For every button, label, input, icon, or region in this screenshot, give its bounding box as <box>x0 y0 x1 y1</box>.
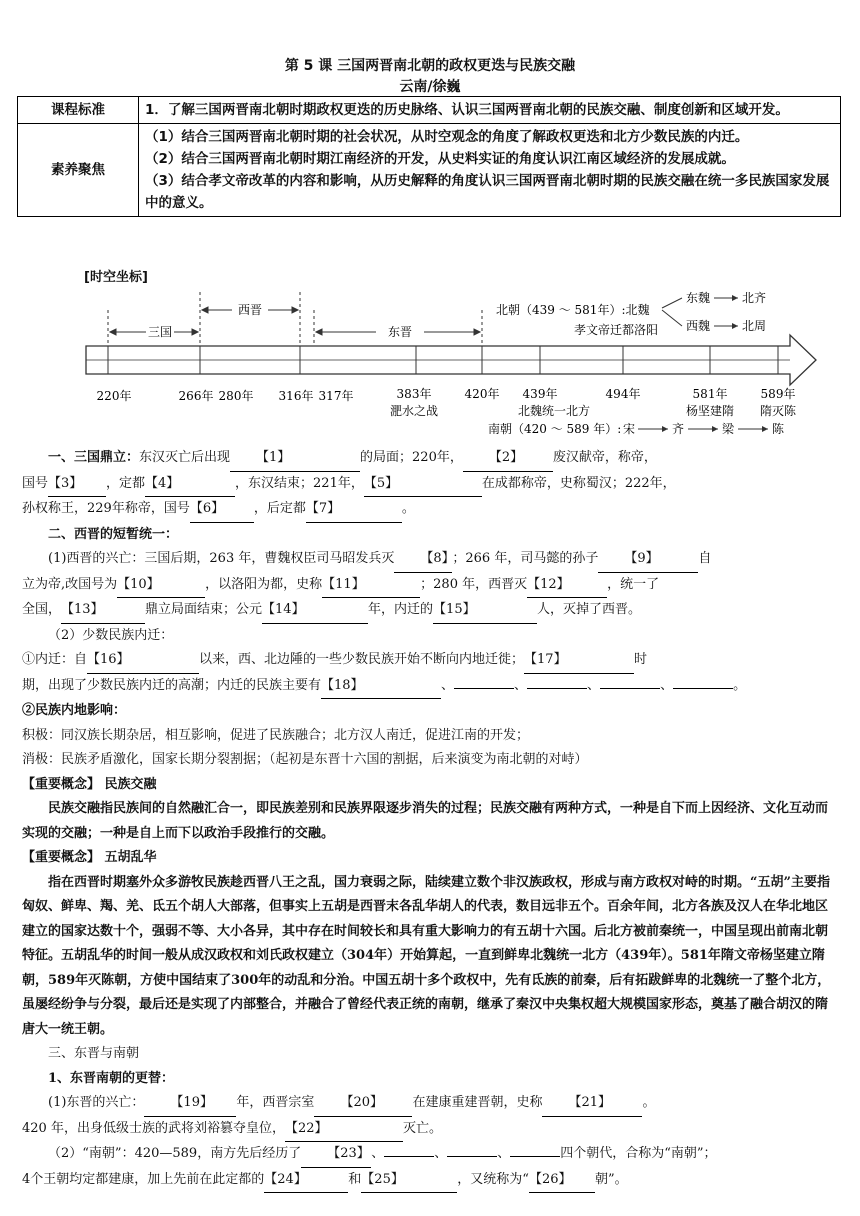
blank-number: 【20】 <box>340 1095 383 1110</box>
blank-number: 【8】 <box>420 551 455 566</box>
section-1 <box>22 446 840 472</box>
section-2-3a <box>22 724 840 749</box>
timeline-heading: [时空坐标] <box>84 270 148 285</box>
blank-number: 【15】 <box>433 602 476 617</box>
branch-line <box>662 298 682 308</box>
period-dongjin: 东晋 <box>387 325 413 339</box>
tick-label: 420年 <box>464 387 500 401</box>
section-heading: 二、西晋的短暂统一： <box>48 526 179 542</box>
tick-labels <box>97 386 796 403</box>
table-row <box>18 97 841 124</box>
fill-blank[interactable] <box>600 688 660 689</box>
fill-blank[interactable] <box>524 648 634 674</box>
fill-blank[interactable] <box>87 648 199 674</box>
text: 立为帝,改国号为 <box>22 576 118 592</box>
fill-blank[interactable] <box>527 688 587 689</box>
fill-blank[interactable] <box>527 573 607 599</box>
tick-label: 581年 <box>692 387 728 401</box>
fill-blank[interactable] <box>264 1168 348 1194</box>
text: 人，灭掉了西晋。 <box>537 602 642 617</box>
section-2-3 <box>22 699 840 724</box>
section-3-2-cont <box>22 1168 840 1194</box>
section-2-2a-cont <box>22 674 840 700</box>
section-3-2 <box>22 1142 840 1168</box>
table-row <box>18 124 841 217</box>
arrowhead <box>662 426 668 432</box>
tick-label: 439年 <box>522 387 558 401</box>
fill-blank[interactable] <box>322 573 420 599</box>
event-yangjian: 杨坚建隋 <box>685 404 735 418</box>
blank-number: 【26】 <box>528 1171 572 1187</box>
event-labels <box>390 403 797 418</box>
text: 期，出现了少数民族内迁的高潮；内迁的民族主要有 <box>22 677 322 693</box>
blank-number: 【1】 <box>256 450 291 465</box>
arrowhead <box>732 295 738 301</box>
text: 在建康重建晋朝，史称 <box>412 1095 543 1110</box>
fill-blank[interactable] <box>48 472 106 498</box>
section-2-1-cont <box>22 598 840 624</box>
text: 、 <box>587 677 601 693</box>
arrowhead <box>732 323 738 329</box>
section-2-1-cont <box>22 573 840 599</box>
branch-line <box>662 310 682 326</box>
fill-blank[interactable] <box>361 1168 457 1194</box>
text: ，后定都 <box>253 501 306 516</box>
blank-number: 【9】 <box>624 551 659 566</box>
text: 积极：同汉族长期杂居，相互影响，促进了民族融合；北方汉人南迁，促进江南的开发； <box>22 727 530 743</box>
text: 的局面；220年， <box>360 450 463 465</box>
text: 、 <box>660 677 674 693</box>
arrowhead <box>712 426 718 432</box>
text: 、 <box>441 677 455 693</box>
concept-box-1 <box>22 773 840 847</box>
text: 、 <box>434 1146 448 1161</box>
section-3-heading <box>22 1042 840 1067</box>
arrowhead <box>110 329 116 335</box>
fill-blank[interactable] <box>144 1091 236 1117</box>
text: ，统一了 <box>607 576 660 592</box>
section-heading: 三、东晋与南朝 <box>48 1046 140 1061</box>
text: ；266 年，司马懿的孙子 <box>452 551 599 566</box>
fill-blank[interactable] <box>433 598 537 624</box>
fill-blank[interactable] <box>673 688 733 689</box>
row-content: 1．了解三国两晋南北朝时期政权更迭的历史脉络、认识三国两晋南北朝的民族交融、制度创新和区域开发。 <box>139 97 841 124</box>
section-2-2a <box>22 648 840 674</box>
tick-label: 589年 <box>760 387 796 401</box>
fill-blank[interactable] <box>510 1156 560 1157</box>
text: 灭亡。 <box>402 1120 442 1136</box>
nanchao-qi: 齐 <box>672 422 685 436</box>
fill-blank[interactable] <box>61 598 145 624</box>
section-2-heading <box>22 523 840 548</box>
xiwei-label: 西魏 <box>686 319 711 333</box>
literacy-item: （3）结合孝文帝改革的内容和影响，从历史解释的角度认识三国两晋南北朝时期的民族交融在统一多民族国家发展中的意义。 <box>145 173 830 211</box>
section-2-2 <box>22 624 840 649</box>
text: 年，内迁的 <box>368 602 434 617</box>
blank-number: 【13】 <box>61 602 104 617</box>
text: 420 年，出身低级士族的武将刘裕篡夺皇位， <box>22 1120 285 1136</box>
author-line: 云南/徐巍 <box>399 79 461 95</box>
blank-number: 【14】 <box>262 602 305 617</box>
text: 以来，西、北边陲的一些少数民族开始不断向内地迁徙； <box>199 652 525 667</box>
blank-number: 【11】 <box>322 576 365 592</box>
concept-heading: 【重要概念】 民族交融 <box>22 776 157 792</box>
text: 和 <box>348 1171 362 1187</box>
blank-number: 【2】 <box>488 450 524 465</box>
literacy-item: （2）结合三国两晋南北朝时期江南经济的开发，从史料实证的角度认识江南区域经济的发展成就。 <box>145 151 735 167</box>
text: 全国， <box>22 602 62 617</box>
blank-number: 【21】 <box>568 1095 611 1110</box>
text: 、 <box>514 677 528 693</box>
arrowhead <box>292 307 298 313</box>
text: 时 <box>634 652 648 667</box>
tick-label: 317年 <box>318 389 354 403</box>
text: 孙权称王，229年称帝，国号 <box>22 501 190 516</box>
tick-label: 280年 <box>218 389 254 403</box>
nanchao-chen: 陈 <box>772 422 785 436</box>
text: (1)东晋的兴亡： <box>48 1095 145 1110</box>
section-3-1a-cont <box>22 1117 840 1143</box>
section-3-1 <box>22 1067 840 1092</box>
fill-blank[interactable] <box>394 547 455 573</box>
nanchao-label: 南朝（420 ～ 589 年）: <box>488 422 622 436</box>
fill-blank[interactable] <box>447 1156 497 1157</box>
arrowhead <box>202 307 208 313</box>
section-2-3b <box>22 748 840 773</box>
event-feishui: 淝水之战 <box>389 404 439 418</box>
blank-number: 【6】 <box>189 501 225 516</box>
text: 东汉灭亡后出现 <box>139 450 231 465</box>
dongwei-label: 东魏 <box>686 291 711 305</box>
blank-number: 【24】 <box>264 1171 307 1187</box>
section-2-1 <box>22 547 840 573</box>
text: 、 <box>371 1146 385 1161</box>
tick-label: 383年 <box>396 387 432 401</box>
text: 4个王朝均定都建康，加上先前在此定都的 <box>22 1171 265 1187</box>
blank-number: 【23】 <box>327 1146 370 1161</box>
text: ，以洛阳为都，史称 <box>205 576 323 592</box>
text: ，又统称为“ <box>457 1171 529 1187</box>
arrowhead <box>192 329 198 335</box>
beizhou-label: 北周 <box>742 319 767 333</box>
lesson-title: 第 5 课 三国两晋南北朝的政权更迭与民族交融 <box>284 58 576 74</box>
concept-body: 指在西晋时期塞外众多游牧民族趁西晋八王之乱，国力衰弱之际，陆续建立数个非汉族政权，形成与南方政权对峙的时期。“五胡”主要指匈奴、鲜卑、羯、羌、氐五个胡人大部落，但事实上五胡是西晋末各乱华胡人的代表，数目远非五个。百余年间，北方各族及汉人在华北地区建立的国家达数十个，强弱不等、大小各异，其中存在时间较长和具有重大影响力的有五胡十六国。后北方被前秦统一，中国呈现出前南北朝特征。五胡乱华的时间一般从成汉政权和刘氏政权建立（304年）开始算起，一直到鲜卑北魏统一北方（439年）。581年隋文帝杨坚建立隋朝，589年灭陈朝，方使中国结束了300年的动乱和分治。中国五胡十多个政权中，先有氐族的前秦，后有拓跋鲜卑的北魏统一了整个北方，虽屡经纷争与分裂，最后还是实现了内部整合，并融合了曾经代表正统的南朝，继承了秦汉中央集权超大规模国家形态，奠基了融合胡汉的隋唐大一统王朝。 <box>22 874 831 1037</box>
text: （2）“南朝”：420—589，南方先后经历了 <box>48 1146 302 1161</box>
event-sui-mie-chen: 隋灭陈 <box>759 404 797 418</box>
text: 、 <box>497 1146 511 1161</box>
concept-box-2 <box>22 846 840 1042</box>
fill-blank[interactable] <box>190 497 254 523</box>
blank-number: 【16】 <box>87 652 130 667</box>
fill-blank[interactable] <box>145 472 235 498</box>
section-heading: 一、三国鼎立： <box>48 450 140 465</box>
text: 国号 <box>22 475 49 491</box>
fill-blank[interactable] <box>117 573 205 599</box>
fill-blank[interactable] <box>529 1168 595 1194</box>
text: 鼎立局面结束；公元 <box>145 602 263 617</box>
fill-blank[interactable] <box>364 472 482 498</box>
blank-number: 【5】 <box>363 475 399 491</box>
period-xijin: 西晋 <box>237 303 263 317</box>
tick-label: 316年 <box>278 389 314 403</box>
text: 。 <box>733 677 747 693</box>
blank-number: 【10】 <box>117 576 160 592</box>
text: 在成都称帝，史称蜀汉；222年， <box>481 475 676 491</box>
standards-table <box>17 96 841 217</box>
beiqi-label: 北齐 <box>742 291 767 305</box>
concept-heading: 【重要概念】 五胡乱华 <box>22 850 157 865</box>
fill-blank[interactable] <box>230 446 360 472</box>
text: 自 <box>698 551 712 566</box>
subheading: 1、东晋南朝的更替： <box>48 1070 175 1086</box>
event-beiwei-unify: 北魏统一北方 <box>517 404 591 418</box>
fill-blank[interactable] <box>314 1091 412 1117</box>
row-label: 素养聚焦 <box>18 124 139 217</box>
tick-label: 494年 <box>605 387 641 401</box>
fill-blank[interactable] <box>321 674 441 700</box>
blank-number: 【22】 <box>284 1120 328 1136</box>
row-content <box>139 124 841 217</box>
section-1-cont <box>22 497 840 523</box>
blank-number: 【25】 <box>361 1171 404 1187</box>
concept-body: 民族交融指民族间的自然融汇合一，即民族差别和民族界限逐步消失的过程；民族交融有两种方式，一种是自下而上因经济、文化互动而实现的交融；一种是自上而下以政治手段推行的交融。 <box>22 801 829 841</box>
fill-blank[interactable] <box>463 446 553 472</box>
text: (1)西晋的兴亡：三国后期，263 年，曹魏权臣司马昭发兵灭 <box>48 551 395 566</box>
subheading: ②民族内地影响： <box>22 703 127 718</box>
fill-blank[interactable] <box>598 547 698 573</box>
text: 四个朝代，合称为“南朝”； <box>560 1146 717 1161</box>
beichao-label: 北朝（439 ～ 581年）:北魏 <box>496 303 650 317</box>
nanchao-song: 宋 <box>623 422 636 436</box>
fill-blank[interactable] <box>285 1117 403 1143</box>
section-1-cont <box>22 472 840 498</box>
arrowhead <box>762 426 768 432</box>
tick-label: 266年 <box>178 389 214 403</box>
fill-blank[interactable] <box>454 688 514 689</box>
section-3-1a <box>22 1091 840 1117</box>
text: 消极：民族矛盾激化，国家长期分裂割据；（起初是东晋十六国的割据，后来演变为南北朝的对峙） <box>22 752 588 767</box>
blank-number: 【12】 <box>527 576 570 592</box>
row-label: 课程标准 <box>18 97 139 124</box>
worksheet-content <box>22 446 840 1193</box>
blank-number: 【17】 <box>524 652 567 667</box>
text: ，定都 <box>106 475 146 491</box>
text: 。 <box>642 1095 656 1110</box>
fill-blank[interactable] <box>262 598 368 624</box>
text: 年，西晋宗室 <box>236 1095 315 1110</box>
literacy-item: （1）结合三国两晋南北朝时期的社会状况，从时空观念的角度了解政权更迭和北方少数民族的内迁。 <box>145 129 749 145</box>
fill-blank[interactable] <box>306 497 402 523</box>
text: ，东汉结束；221年， <box>235 475 364 491</box>
blank-number: 【7】 <box>305 501 341 516</box>
xiaowen-label: 孝文帝迁都洛阳 <box>574 323 659 337</box>
period-sanguo: 三国 <box>147 325 173 339</box>
text: 废汉献帝，称帝， <box>552 450 657 465</box>
arrowhead <box>474 329 480 335</box>
timeline-diagram <box>78 280 838 440</box>
text: ；280 年，西晋灭 <box>420 576 528 592</box>
fill-blank[interactable] <box>542 1091 642 1117</box>
blank-number: 【19】 <box>170 1095 213 1110</box>
blank-number: 【4】 <box>145 475 180 491</box>
fill-blank[interactable] <box>301 1142 371 1168</box>
text: ①内迁：自 <box>22 652 88 667</box>
arrowhead <box>316 329 322 335</box>
nanchao-liang: 梁 <box>722 422 735 436</box>
subheading: （2）少数民族内迁： <box>48 627 174 643</box>
blank-number: 【3】 <box>48 475 83 491</box>
blank-number: 【18】 <box>321 677 364 693</box>
text: 朝”。 <box>594 1171 628 1187</box>
tick-label: 220年 <box>96 389 132 403</box>
fill-blank[interactable] <box>384 1156 434 1157</box>
text: 。 <box>401 501 415 516</box>
